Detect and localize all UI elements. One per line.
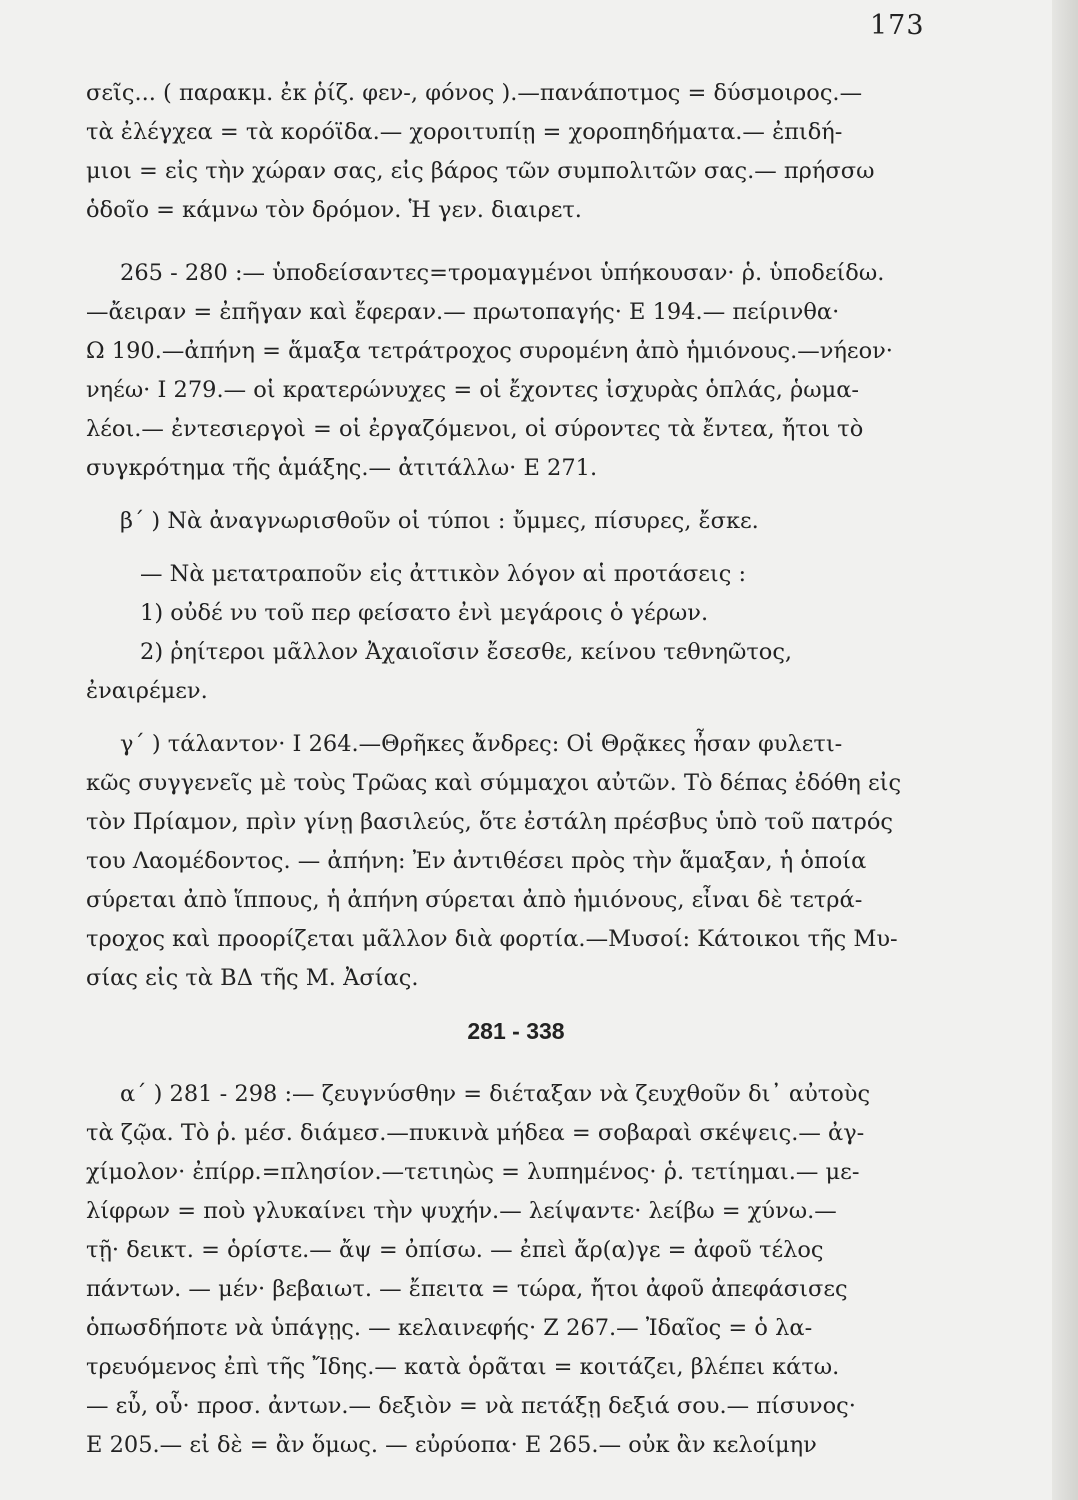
text-line: ὁδοῖο = κάμνω τὸν δρόμον. Ἡ γεν. διαιρετ. (86, 197, 582, 223)
text-line: πάντων. — μέν· βεβαιωτ. — ἔπειτα = τώρα, ἤτοι ἀφοῦ ἀπεφάσισες (86, 1276, 848, 1302)
text-line: —ἄειραν = ἐπῆγαν καὶ ἔφεραν.— πρωτοπαγής· Ε 194.— πείρινθα· (86, 299, 840, 325)
text-line: τῇ· δεικτ. = ὁρίστε.— ἄψ = ὀπίσω. — ἐπεὶ ἄρ(α)γε = ἀφοῦ τέλος (86, 1237, 824, 1263)
text-line: ὁπωσδήποτε νὰ ὑπάγῃς. — κελαινεφής· Ζ 267.— Ἰδαῖος = ὁ λα- (86, 1315, 813, 1341)
text-line: τρευόμενος ἐπὶ τῆς Ἴδης.— κατὰ ὁρᾶται = κοιτάζει, βλέπει κάτω. (86, 1354, 840, 1380)
text-line: 1) οὐδέ νυ τοῦ περ φείσατο ἐνὶ μεγάροις ὁ γέρων. (140, 600, 709, 626)
text-line: σύρεται ἀπὸ ἵππους, ἡ ἀπήνη σύρεται ἀπὸ ἡμιόνους, εἶναι δὲ τετρά- (86, 887, 863, 913)
page-edge (1052, 0, 1078, 1500)
section-heading: 281 - 338 (467, 1018, 565, 1044)
text-line: νηέω· Ι 279.— οἱ κρατερώνυχες = οἱ ἔχοντες ἰσχυρὰς ὁπλάς, ῥωμα- (86, 377, 860, 403)
text-block (86, 70, 946, 1461)
text-line: 265 - 280 :— ὑποδείσαντες=τρομαγμένοι ὑπήκουσαν· ῥ. ὑποδείδω. (120, 260, 885, 286)
text-line: τροχος καὶ προορίζεται μᾶλλον διὰ φορτία.—Μυσοί: Κάτοικοι τῆς Μυ- (86, 926, 898, 952)
text-line: κῶς συγγενεῖς μὲ τοὺς Τρῶας καὶ σύμμαχοι αὐτῶν. Τὸ δέπας ἐδόθη εἰς (86, 770, 902, 796)
text-line: Ε 205.— εἰ δὲ = ἂν ὅμως. — εὐρύοπα· Ε 265.— οὐκ ἂν κελοίμην (86, 1432, 817, 1458)
text-line: Ω 190.—ἀπήνη = ἅμαξα τετράτροχος συρομένη ἀπὸ ἡμιόνους.—νήεον· (86, 338, 893, 364)
text-line: — Νὰ μετατραποῦν εἰς ἀττικὸν λόγον αἱ προτάσεις : (140, 561, 747, 587)
text-line: σίας εἰς τὰ ΒΔ τῆς Μ. Ἀσίας. (86, 965, 419, 991)
page-number: 173 (870, 10, 925, 41)
text-line: μιοι = εἰς τὴν χώραν σας, εἰς βάρος τῶν συμπολιτῶν σας.— πρήσσω (86, 158, 875, 184)
text-line: — εὖ, οὗ· προσ. ἀντων.— δεξιὸν = νὰ πετάξῃ δεξιά σου.— πίσυνος· (86, 1393, 856, 1419)
text-line: τὰ ζῷα. Τὸ ῥ. μέσ. διάμεσ.—πυκινὰ μήδεα = σοβαραὶ σκέψεις.— ἀγ- (86, 1120, 865, 1146)
text-line: τὰ ἐλέγχεα = τὰ κορόϊδα.— χοροιτυπίῃ = χοροπηδήματα.— ἐπιδή- (86, 119, 843, 145)
text-line: β΄ ) Νὰ ἀναγνωρισθοῦν οἱ τύποι : ὔμμες, πίσυρες, ἔσκε. (120, 508, 759, 534)
text-line: λίφρων = ποὺ γλυκαίνει τὴν ψυχήν.— λείψαντε· λείβω = χύνω.— (86, 1198, 837, 1224)
text-line: 2) ῥηίτεροι μᾶλλον Ἀχαιοῖσιν ἔσεσθε, κείνου τεθνηῶτος, (140, 639, 793, 665)
text-line: λέοι.— ἐντεσιεργοὶ = οἱ ἐργαζόμενοι, οἱ σύροντες τὰ ἔντεα, ἤτοι τὸ (86, 416, 864, 442)
text-line: ἐναιρέμεν. (86, 678, 208, 704)
text-line: χίμολον· ἐπίρρ.=πλησίον.—τετιηὼς = λυπημένος· ῥ. τετίημαι.— με- (86, 1159, 860, 1185)
text-line: συγκρότημα τῆς ἁμάξης.— ἀτιτάλλω· Ε 271. (86, 455, 598, 481)
text-line: τὸν Πρίαμον, πρὶν γίνῃ βασιλεύς, ὅτε ἐστάλη πρέσβυς ὑπὸ τοῦ πατρός (86, 809, 894, 835)
text-line: του Λαομέδοντος. — ἀπήνη: Ἐν ἀντιθέσει πρὸς τὴν ἅμαξαν, ἡ ὁποία (86, 848, 867, 874)
text-line: α΄ ) 281 - 298 :— ζευγνύσθην = διέταξαν νὰ ζευχθοῦν δι᾽ αὐτοὺς (120, 1081, 871, 1107)
text-line: γ΄ ) τάλαντον· Ι 264.—Θρῆκες ἄνδρες: Οἱ Θρᾷκες ἦσαν φυλετι- (120, 731, 843, 757)
text-line: σεῖς... ( παρακμ. ἐκ ῥίζ. φεν-, φόνος ).—πανάποτμος = δύσμοιρος.— (86, 80, 863, 106)
